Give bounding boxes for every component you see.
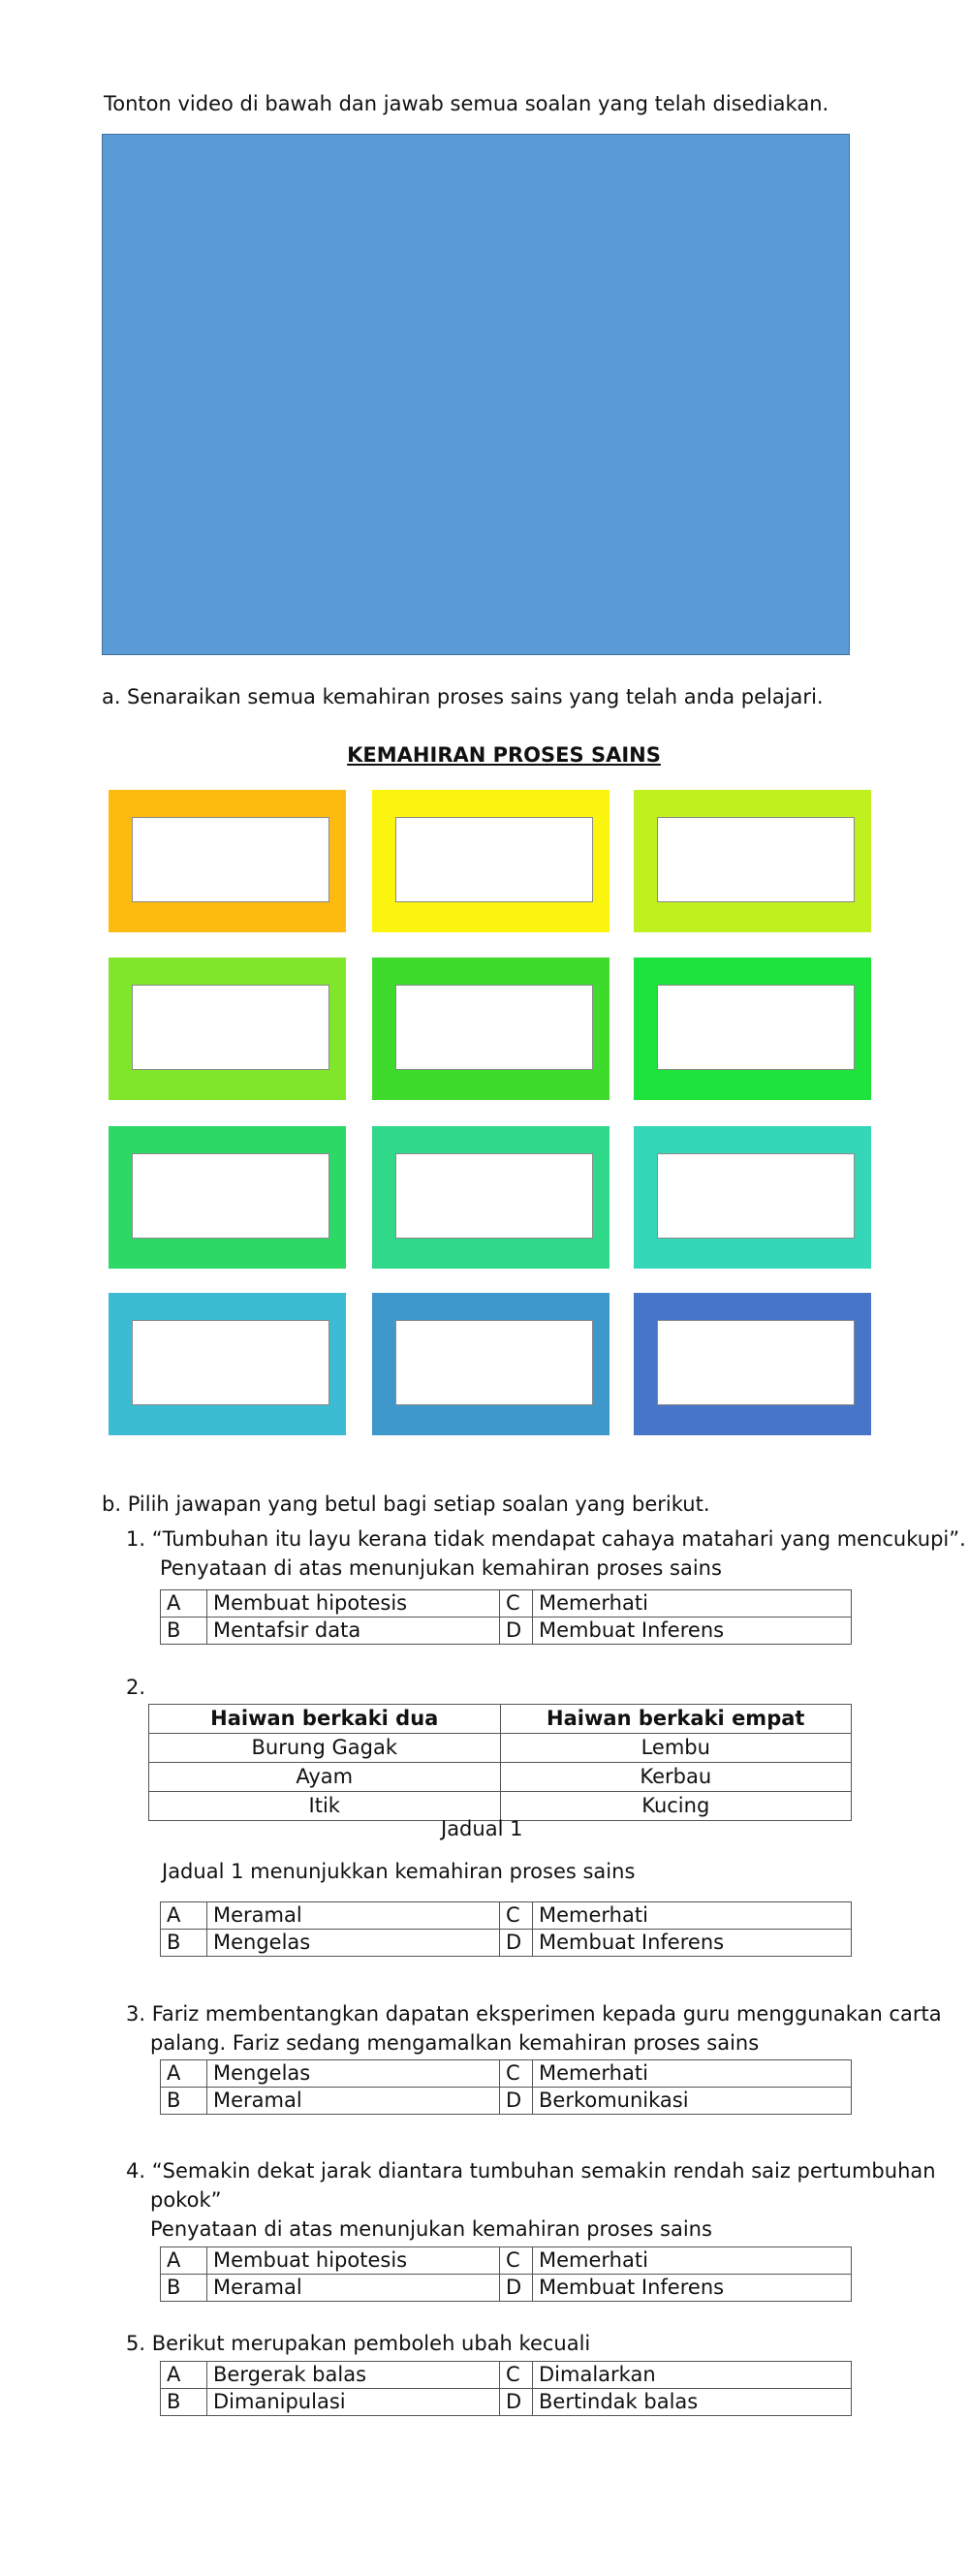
options-row — [161, 2088, 852, 2115]
instruction-text: Tonton video di bawah dan jawab semua soalan yang telah disediakan. — [104, 92, 829, 115]
skill-answer-input[interactable] — [657, 1153, 855, 1239]
table-caption: Jadual 1 — [441, 1817, 523, 1840]
section-b-text: Pilih jawapan yang betul bagi setiap soalan yang berikut. — [127, 1492, 710, 1516]
skill-answer-input[interactable] — [132, 985, 329, 1070]
question-1-stem: Penyataan di atas menunjukan kemahiran proses sains — [160, 1556, 722, 1580]
section-a-text: Senaraikan semua kemahiran proses sains yang telah anda pelajari. — [127, 685, 824, 708]
options-row — [161, 1590, 852, 1618]
skill-tile — [109, 1126, 346, 1269]
skill-answer-input[interactable] — [657, 985, 855, 1070]
option-a[interactable]: Membuat hipotesis — [207, 2247, 500, 2275]
question-number: 3. — [126, 2002, 146, 2026]
question-number: 4. — [126, 2159, 146, 2183]
skill-answer-input[interactable] — [395, 1320, 593, 1405]
skill-answer-input[interactable] — [657, 817, 855, 902]
skill-answer-input[interactable] — [395, 817, 593, 902]
question-2-number: 2. — [126, 1676, 146, 1699]
question-text: Fariz membentangkan dapatan eksperimen kepada guru menggunakan carta — [151, 2002, 942, 2026]
question-text: “Tumbuhan itu layu kerana tidak mendapat cahaya matahari yang mencukupi”. — [151, 1527, 966, 1551]
question-4-text-cont: pokok” — [150, 2188, 222, 2212]
skill-tile — [634, 790, 871, 932]
option-key: B — [161, 2389, 207, 2416]
skill-tile — [372, 958, 610, 1100]
option-key: C — [500, 1902, 533, 1930]
question-3 — [126, 1999, 942, 2028]
skill-tile — [372, 1293, 610, 1435]
table-row — [149, 1734, 852, 1763]
question-number: 5. — [126, 2332, 146, 2355]
skill-tile — [372, 790, 610, 932]
options-row — [161, 1618, 852, 1645]
option-key: A — [161, 1590, 207, 1618]
option-key: B — [161, 1618, 207, 1645]
question-5-options — [160, 2361, 852, 2416]
table-cell: Ayam — [149, 1763, 501, 1792]
option-key: C — [500, 2362, 533, 2389]
option-c[interactable]: Memerhati — [533, 2247, 852, 2275]
skill-answer-input[interactable] — [395, 985, 593, 1070]
question-2-options — [160, 1901, 852, 1957]
question-4-options — [160, 2246, 852, 2302]
options-row — [161, 2275, 852, 2302]
option-d[interactable]: Membuat Inferens — [533, 1930, 852, 1957]
section-a-prompt — [102, 685, 824, 708]
option-a[interactable]: Mengelas — [207, 2060, 500, 2088]
skill-answer-input[interactable] — [132, 817, 329, 902]
option-d[interactable]: Berkomunikasi — [533, 2088, 852, 2115]
option-key: D — [500, 2275, 533, 2302]
option-key: B — [161, 2275, 207, 2302]
question-1 — [126, 1524, 966, 1554]
option-key: A — [161, 2060, 207, 2088]
option-key: D — [500, 2389, 533, 2416]
option-d[interactable]: Bertindak balas — [533, 2389, 852, 2416]
options-row — [161, 1902, 852, 1930]
skill-tile — [109, 958, 346, 1100]
option-key: D — [500, 1618, 533, 1645]
question-4 — [126, 2156, 936, 2185]
table-row — [149, 1763, 852, 1792]
skill-tile — [634, 958, 871, 1100]
question-1-options — [160, 1589, 852, 1645]
question-4-stem: Penyataan di atas menunjukan kemahiran proses sains — [150, 2217, 712, 2241]
option-d[interactable]: Membuat Inferens — [533, 1618, 852, 1645]
options-row — [161, 2060, 852, 2088]
table-header-row — [149, 1705, 852, 1734]
option-key: A — [161, 2247, 207, 2275]
option-key: C — [500, 2247, 533, 2275]
skill-answer-input[interactable] — [657, 1320, 855, 1405]
option-c[interactable]: Memerhati — [533, 1902, 852, 1930]
table-cell: Burung Gagak — [149, 1734, 501, 1763]
option-c[interactable]: Memerhati — [533, 2060, 852, 2088]
options-row — [161, 2362, 852, 2389]
question-number: 1. — [126, 1527, 146, 1551]
skill-answer-input[interactable] — [132, 1320, 329, 1405]
option-key: A — [161, 2362, 207, 2389]
question-2-stem: Jadual 1 menunjukkan kemahiran proses sains — [162, 1860, 636, 1883]
skill-answer-input[interactable] — [132, 1153, 329, 1239]
option-c[interactable]: Memerhati — [533, 1590, 852, 1618]
option-c[interactable]: Dimalarkan — [533, 2362, 852, 2389]
option-key: D — [500, 1930, 533, 1957]
table-cell: Lembu — [500, 1734, 852, 1763]
video-player[interactable] — [102, 134, 850, 655]
option-key: C — [500, 2060, 533, 2088]
section-a-label: a. — [102, 685, 121, 708]
options-row — [161, 2247, 852, 2275]
skill-tile — [109, 1293, 346, 1435]
option-key: D — [500, 2088, 533, 2115]
section-b-label: b. — [102, 1492, 122, 1516]
table-cell: Itik — [149, 1792, 501, 1821]
question-3-options — [160, 2059, 852, 2115]
skill-answer-input[interactable] — [395, 1153, 593, 1239]
skill-tile — [109, 790, 346, 932]
table-cell: Kerbau — [500, 1763, 852, 1792]
question-text: “Semakin dekat jarak diantara tumbuhan semakin rendah saiz pertumbuhan — [151, 2159, 936, 2183]
question-5 — [126, 2329, 590, 2358]
skill-tile — [634, 1126, 871, 1269]
option-key: C — [500, 1590, 533, 1618]
skill-tile — [634, 1293, 871, 1435]
option-b[interactable]: Dimanipulasi — [207, 2389, 500, 2416]
option-key: B — [161, 1930, 207, 1957]
option-b[interactable]: Meramal — [207, 2088, 500, 2115]
table-cell: Kucing — [500, 1792, 852, 1821]
options-row — [161, 1930, 852, 1957]
option-a[interactable]: Bergerak balas — [207, 2362, 500, 2389]
option-b[interactable]: Mentafsir data — [207, 1618, 500, 1645]
option-d[interactable]: Membuat Inferens — [533, 2275, 852, 2302]
option-key: A — [161, 1902, 207, 1930]
option-b[interactable]: Mengelas — [207, 1930, 500, 1957]
question-3-stem: palang. Fariz sedang mengamalkan kemahiran proses sains — [150, 2031, 760, 2055]
animals-table — [148, 1704, 852, 1821]
options-row — [161, 2389, 852, 2416]
option-a[interactable]: Membuat hipotesis — [207, 1590, 500, 1618]
column-header: Haiwan berkaki dua — [149, 1705, 501, 1734]
option-a[interactable]: Meramal — [207, 1902, 500, 1930]
option-b[interactable]: Meramal — [207, 2275, 500, 2302]
option-key: B — [161, 2088, 207, 2115]
column-header: Haiwan berkaki empat — [500, 1705, 852, 1734]
skill-tile — [372, 1126, 610, 1269]
skills-heading: KEMAHIRAN PROSES SAINS — [347, 743, 661, 767]
section-b-prompt — [102, 1492, 710, 1516]
question-text: Berikut merupakan pemboleh ubah kecuali — [151, 2332, 591, 2355]
